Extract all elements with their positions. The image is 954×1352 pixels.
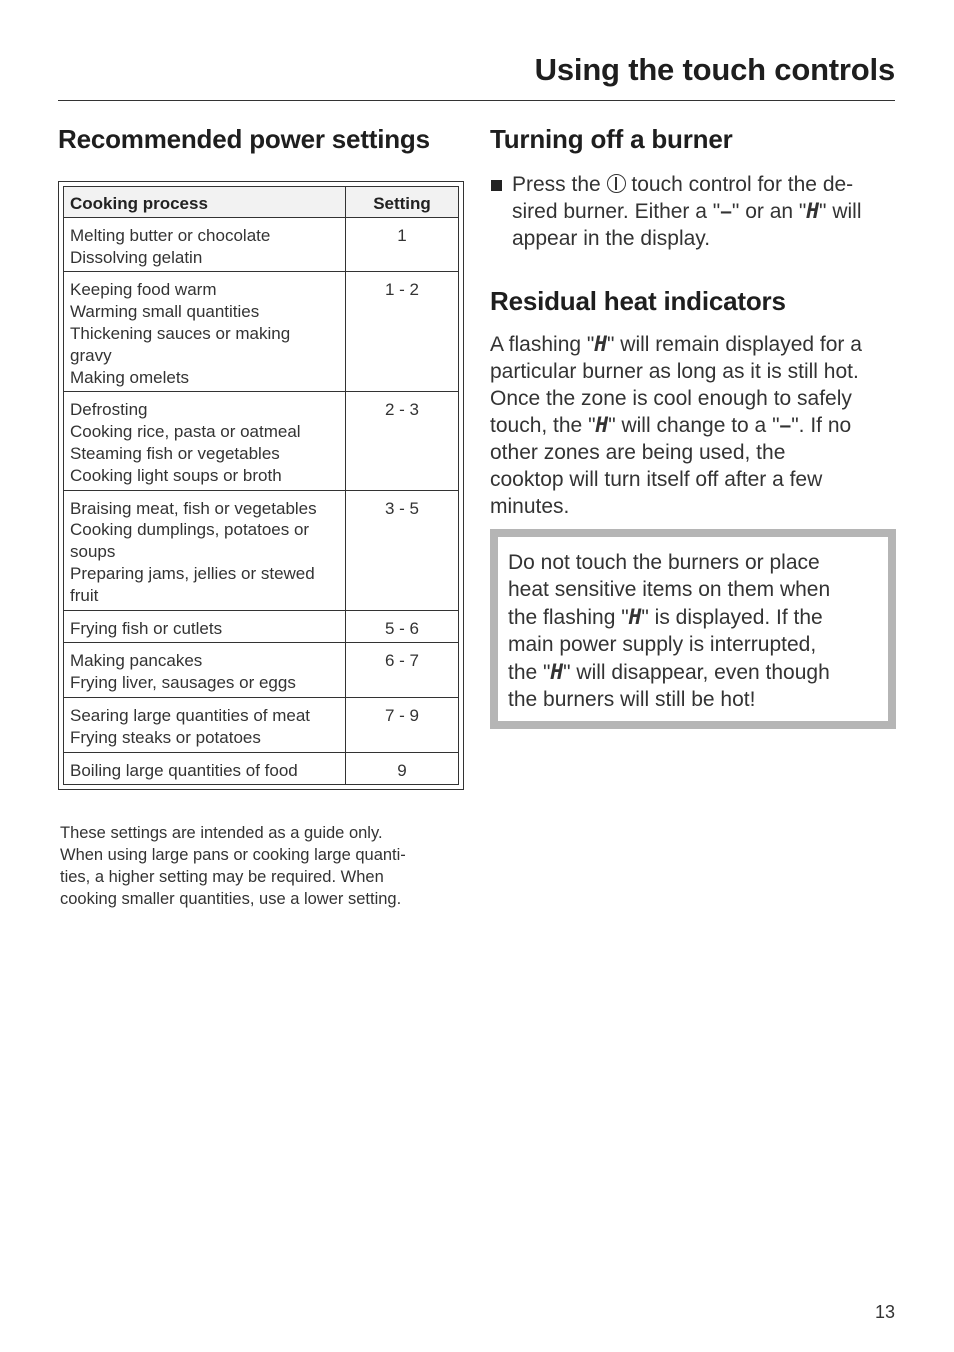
warning-box <box>490 529 896 729</box>
warning-text: the burners will still be hot! <box>508 688 756 712</box>
footnote-line: These settings are intended as a guide only. <box>60 824 383 843</box>
table-row <box>64 697 459 752</box>
process-cell <box>64 490 346 610</box>
residual-heat-paragraph <box>490 331 896 520</box>
table-header-row <box>64 187 459 218</box>
process-line: Melting butter or chocolate <box>70 225 271 245</box>
setting-cell: 5 - 6 <box>346 610 459 643</box>
turning-off-bullet <box>490 171 896 252</box>
residual-heat-heading: Residual heat indicators <box>490 286 786 316</box>
process-line: Dissolving gelatin <box>70 247 203 267</box>
process-line: Preparing jams, jellies or stewed <box>70 563 315 583</box>
warning-text: the " <box>508 660 551 684</box>
setting-cell: 6 - 7 <box>346 643 459 698</box>
bullet-text: sired burner. Either a " <box>512 200 721 223</box>
process-cell <box>64 217 346 272</box>
column-header-setting: Setting <box>346 187 459 218</box>
table-row <box>64 272 459 392</box>
power-settings-section <box>58 124 464 910</box>
para-text: " will change to a " <box>608 414 780 437</box>
process-cell <box>64 392 346 490</box>
process-line: Braising meat, fish or vegetables <box>70 498 317 518</box>
page-title: Using the touch controls <box>534 52 895 87</box>
process-line: Warming small quantities <box>70 302 260 322</box>
bullet-text: appear in the display. <box>512 227 711 250</box>
bullet-text: " will <box>819 200 862 223</box>
dash-glyph: – <box>720 200 732 223</box>
process-cell <box>64 643 346 698</box>
column-header-process: Cooking process <box>64 187 346 218</box>
para-text: Once the zone is cool enough to safely <box>490 387 852 410</box>
process-line: gravy <box>70 345 112 365</box>
power-icon <box>607 174 626 193</box>
square-bullet-icon <box>491 180 502 191</box>
setting-cell: 9 <box>346 752 459 785</box>
para-text: particular burner as long as it is still hot. <box>490 360 859 383</box>
process-cell <box>64 752 346 785</box>
h-glyph: H <box>806 199 820 223</box>
process-line: Keeping food warm <box>70 280 217 300</box>
process-line: Steaming fish or vegetables <box>70 443 280 463</box>
bullet-text: touch control for the de- <box>625 173 854 196</box>
power-settings-heading: Recommended power settings <box>58 124 430 154</box>
footnote-line: cooking smaller quantities, use a lower setting. <box>60 890 402 909</box>
warning-text: main power supply is interrupted, <box>508 633 817 657</box>
process-line: Frying liver, sausages or eggs <box>70 673 296 693</box>
para-text: " will remain displayed for a <box>607 333 862 356</box>
process-line: Cooking dumplings, potatoes or <box>70 520 310 540</box>
process-line: Frying fish or cutlets <box>70 618 223 638</box>
bullet-text: " or an " <box>731 200 807 223</box>
setting-cell: 2 - 3 <box>346 392 459 490</box>
dash-glyph: – <box>779 414 792 437</box>
process-cell <box>64 610 346 643</box>
process-cell <box>64 697 346 752</box>
table-row <box>64 217 459 272</box>
para-text: A flashing " <box>490 333 595 356</box>
para-text: cooktop will turn itself off after a few <box>490 468 823 491</box>
process-cell <box>64 272 346 392</box>
process-line: Frying steaks or potatoes <box>70 727 261 747</box>
process-line: Cooking rice, pasta or oatmeal <box>70 422 301 442</box>
setting-cell: 1 <box>346 217 459 272</box>
warning-text: the flashing " <box>508 605 629 629</box>
instructions-section <box>490 124 896 729</box>
process-line: soups <box>70 542 116 562</box>
table-row <box>64 490 459 610</box>
table-row <box>64 610 459 643</box>
title-rule <box>58 100 895 101</box>
warning-text: " is displayed. If the <box>641 605 823 629</box>
table-footnote <box>58 822 464 910</box>
turning-off-heading: Turning off a burner <box>490 124 733 154</box>
process-line: Cooking light soups or broth <box>70 465 282 485</box>
para-text: other zones are being used, the <box>490 441 786 464</box>
process-line: Making omelets <box>70 367 190 387</box>
process-line: fruit <box>70 585 99 605</box>
table-row <box>64 392 459 490</box>
process-line: Making pancakes <box>70 651 203 671</box>
warning-text: heat sensitive items on them when <box>508 578 831 602</box>
table-row <box>64 643 459 698</box>
setting-cell: 1 - 2 <box>346 272 459 392</box>
h-glyph: H <box>594 332 608 356</box>
warning-text: Do not touch the burners or place <box>508 551 820 574</box>
power-settings-table-frame <box>58 181 464 790</box>
process-line: Searing large quantities of meat <box>70 705 311 725</box>
para-text: touch, the " <box>490 414 596 437</box>
h-glyph: H <box>628 604 642 629</box>
para-text: ". If no <box>791 414 852 437</box>
footnote-line: When using large pans or cooking large quanti- <box>60 846 406 865</box>
warning-text: " will disappear, even though <box>563 660 830 684</box>
table-row <box>64 752 459 785</box>
h-glyph: H <box>595 413 609 437</box>
page-number: 13 <box>874 1302 895 1322</box>
para-text: minutes. <box>490 495 570 518</box>
process-line: Thickening sauces or making <box>70 323 291 343</box>
process-line: Defrosting <box>70 400 148 420</box>
bullet-text: Press the <box>512 173 607 196</box>
h-glyph: H <box>550 659 564 684</box>
setting-cell: 7 - 9 <box>346 697 459 752</box>
footnote-line: ties, a higher setting may be required. When <box>60 868 384 887</box>
power-settings-table <box>63 186 459 785</box>
process-line: Boiling large quantities of food <box>70 760 298 780</box>
setting-cell: 3 - 5 <box>346 490 459 610</box>
